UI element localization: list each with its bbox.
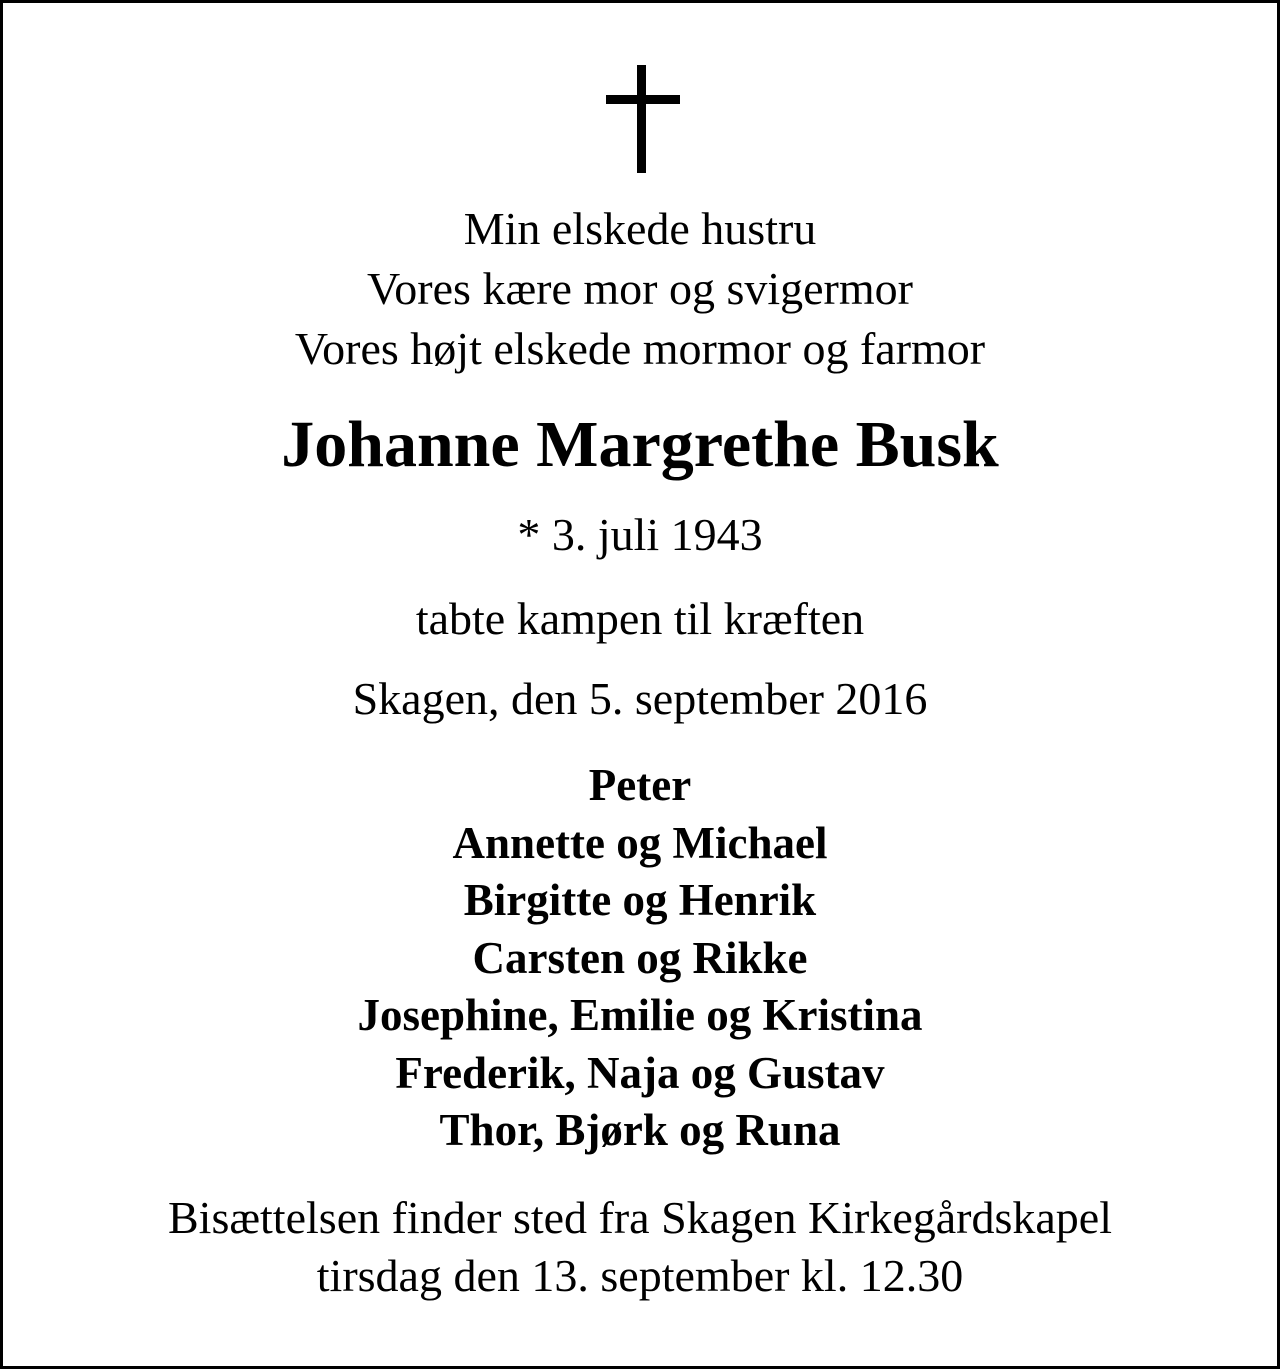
intro-line: Vores højt elskede mormor og farmor [294, 323, 986, 374]
family-line: Annette og Michael [452, 817, 828, 868]
cross-vertical-bar [637, 65, 646, 173]
funeral-line: Bisættelsen finder sted fra Skagen Kirkegårdskapel [167, 1192, 1112, 1243]
cross-icon [606, 65, 680, 173]
family-line: Birgitte og Henrik [463, 875, 817, 925]
family-line: Thor, Bjørk og Runa [439, 1105, 841, 1155]
family-line: Josephine, Emilie og Kristina [357, 990, 923, 1040]
funeral-details [3, 1189, 1277, 1305]
deceased-name: Johanne Margrethe Busk [281, 408, 999, 481]
intro-line: Vores kære mor og svigermor [367, 263, 913, 314]
family-list [3, 757, 1277, 1160]
memorial-message: tabte kampen til kræften [415, 593, 865, 644]
family-line: Peter [588, 760, 692, 810]
birth-date: * 3. juli 1943 [517, 509, 763, 560]
family-line: Frederik, Naja og Gustav [395, 1047, 885, 1098]
funeral-line: tirsdag den 13. september kl. 12.30 [316, 1250, 964, 1301]
intro-lines [3, 199, 1277, 379]
place-and-date: Skagen, den 5. september 2016 [352, 673, 928, 724]
family-line: Carsten og Rikke [472, 932, 808, 983]
intro-line: Min elskede hustru [463, 203, 817, 254]
cross-horizontal-bar [606, 95, 680, 104]
